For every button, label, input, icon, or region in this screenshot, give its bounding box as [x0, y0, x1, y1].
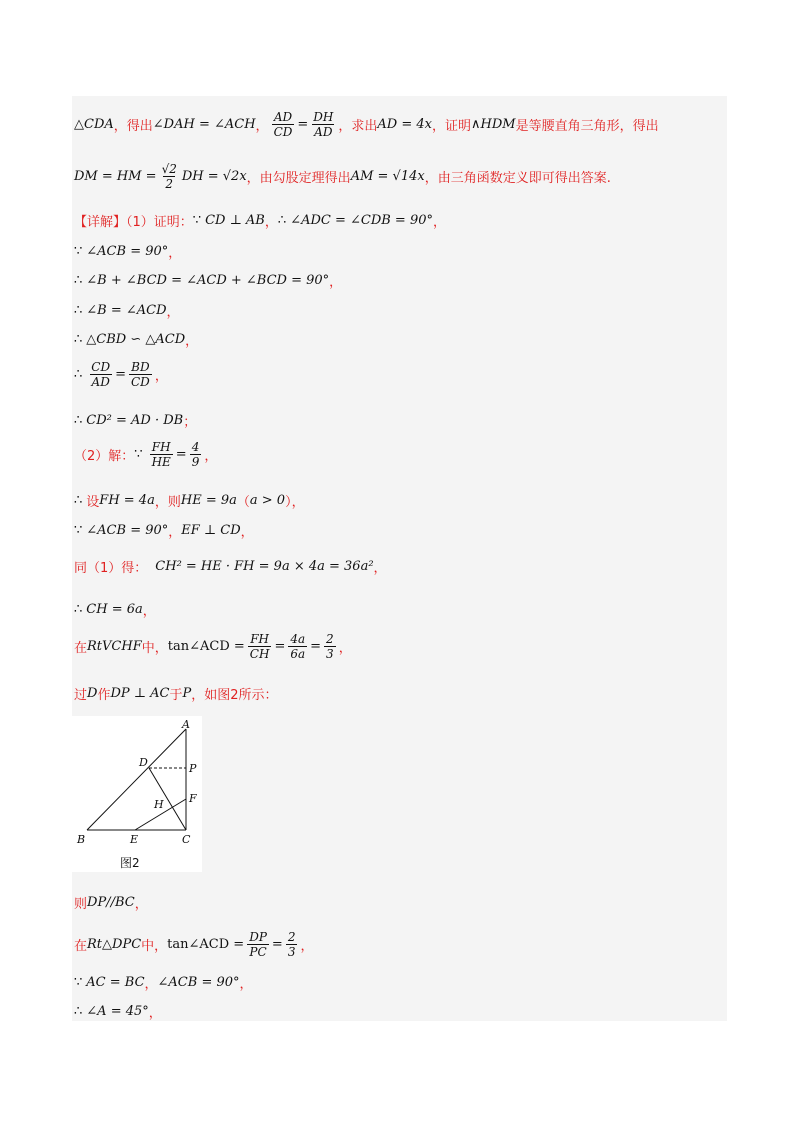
detail-line-12: [74, 600, 156, 619]
text: 中，: [141, 641, 168, 656]
because-symbol: ∵: [192, 213, 202, 228]
math-expr: FH = 4a: [99, 493, 155, 508]
text: 是等腰直角三角形，得出: [515, 119, 659, 134]
text: 则: [74, 897, 88, 912]
text: 在: [74, 939, 88, 954]
therefore-symbol: ∴: [74, 1004, 83, 1019]
text: ，: [255, 119, 269, 134]
math-expr: DM = HM =: [74, 169, 157, 184]
fraction: $\frac{FH}{HE}$: [151, 440, 171, 469]
math-expr: AD = 4x: [377, 117, 432, 132]
text: 过: [74, 688, 88, 703]
math-expr: DP//BC: [87, 895, 135, 910]
figure-2: [72, 716, 202, 872]
analysis-line-2: [74, 162, 611, 191]
text: 中，: [141, 939, 168, 954]
detail-line-5: [74, 330, 198, 349]
label-C: C: [182, 833, 191, 846]
therefore-symbol: ∴: [277, 213, 287, 228]
math-expr: EF ⊥ CD: [181, 523, 241, 538]
because-symbol: ∵: [74, 523, 83, 538]
text: ，: [168, 246, 182, 261]
text: （: [236, 495, 250, 510]
text: ，证明: [431, 119, 471, 134]
fraction: $\frac{2}{3}$: [326, 632, 334, 661]
text: ，: [148, 1006, 162, 1021]
fraction: $\frac{2}{3}$: [287, 930, 296, 959]
because-symbol: ∵: [74, 244, 83, 259]
text: ，: [300, 939, 314, 954]
math-expr: RtVCHF: [87, 639, 142, 654]
therefore-symbol: ∴: [74, 493, 83, 508]
math-expr: △CBD ∽ △ACD: [86, 332, 186, 347]
math-expr: CH = 6a: [86, 602, 143, 617]
therefore-symbol: ∴: [74, 303, 83, 318]
therefore-symbol: ∴: [74, 602, 83, 617]
fraction: $\frac{√2}{2}$: [161, 162, 177, 191]
math-expr: AC = BC: [86, 975, 145, 990]
text: ，如图2所示：: [191, 688, 278, 703]
text: ，由勾股定理得出: [246, 171, 351, 186]
because-symbol: ∵: [134, 447, 143, 462]
text: 【详解】（1）证明：: [74, 215, 193, 230]
analysis-line-1: △CDA ，得出 ∠DAH = ∠ACH ， $\frac{AD}{CD}$ = $\frac{DH}{AD}$ ，求出 AD = 4x ，证明 ∧HDM 是等腰直角三角形，得出: [74, 110, 659, 139]
detail-line-4: [74, 301, 180, 320]
text: 同（1）得：: [74, 561, 148, 576]
fraction: $\frac{4}{9}$: [191, 440, 200, 469]
math-expr: D: [87, 686, 98, 701]
math-expr: AM = √14x: [350, 169, 425, 184]
fraction: $\frac{4a}{6a}$: [290, 632, 306, 661]
detail-line-10: [74, 521, 254, 540]
detail-line-11: [74, 557, 387, 576]
text: ，: [338, 641, 352, 656]
fraction: $\frac{AD}{CD}$: [273, 110, 293, 139]
fraction: $\frac{BD}{CD}$: [131, 360, 150, 389]
therefore-symbol: ∴: [74, 367, 83, 382]
text: ，: [239, 977, 253, 992]
math-expr: CD² = AD · DB: [86, 413, 184, 428]
detail-line-1: [74, 211, 446, 230]
math-expr: a > 0: [249, 493, 286, 508]
math-expr: CD ⊥ AB: [205, 213, 265, 228]
detail-line-7: [74, 411, 196, 430]
text: ，: [433, 215, 447, 230]
label-A: A: [182, 718, 190, 731]
triangle-diagram: [72, 716, 202, 872]
therefore-symbol: ∴: [74, 273, 83, 288]
detail-line-6: ∴ $\frac{CD}{AD}$ = $\frac{BD}{CD}$ ，: [74, 360, 168, 389]
text: ），: [285, 495, 305, 510]
label-E: E: [130, 833, 139, 846]
math-expr: HE = 9a: [180, 493, 237, 508]
math-expr: ∠ADC = ∠CDB = 90°: [290, 213, 433, 228]
text: ，: [204, 449, 218, 464]
text: 设: [86, 495, 100, 510]
text: ，则: [154, 495, 181, 510]
text: ，: [142, 604, 156, 619]
fraction: $\frac{DP}{PC}$: [249, 930, 267, 959]
math-expr: Rt△DPC: [87, 937, 142, 952]
detail-line-17: [74, 973, 253, 992]
math-expr: tan∠ACD =: [167, 937, 245, 952]
text: ；: [183, 415, 197, 430]
label-H: H: [154, 798, 164, 811]
math-expr: tan∠ACD =: [167, 639, 245, 654]
label-F: F: [189, 792, 197, 805]
text: （2）解：: [74, 449, 135, 464]
detail-line-13: 在 RtVCHF 中， tan∠ACD = $\frac{FH}{CH}$ = $\frac{4a}{6a}$ = $\frac{2}{3}$ ，: [74, 632, 352, 661]
text: ，: [166, 305, 180, 320]
label-B: B: [77, 833, 86, 846]
text: ，: [185, 334, 199, 349]
fraction: $\frac{CD}{AD}$: [91, 360, 111, 389]
therefore-symbol: ∴: [74, 332, 83, 347]
math-expr: △CDA: [74, 117, 114, 132]
fraction: $\frac{FH}{CH}$: [249, 632, 270, 661]
detail-line-2: [74, 242, 181, 261]
text: 于: [169, 688, 183, 703]
text: ，由三角函数定义即可得出答案.: [424, 171, 611, 186]
math-expr: DP ⊥ AC: [110, 686, 170, 701]
detail-line-14: [74, 684, 278, 703]
label-P: P: [189, 762, 197, 775]
math-expr: ∠ACB = 90°: [86, 244, 169, 259]
detail-line-8: （2）解： ∵ $\frac{FH}{HE}$ = $\frac{4}{9}$ ，: [74, 440, 218, 469]
math-expr: ∠A = 45°: [86, 1004, 149, 1019]
text: ，求出: [338, 119, 378, 134]
text: ，: [154, 369, 168, 384]
detail-line-3: [74, 271, 342, 290]
text: ，得出: [113, 119, 153, 134]
text: ，: [144, 977, 158, 992]
detail-line-18: [74, 1002, 162, 1021]
text: 作: [97, 688, 111, 703]
detail-line-9: [74, 491, 305, 510]
segment-BA: [87, 729, 186, 830]
math-expr: ∠B + ∠BCD = ∠ACD + ∠BCD = 90°: [86, 273, 330, 288]
detail-line-16: 在 Rt△DPC 中， tan∠ACD = $\frac{DP}{PC}$ = $\frac{2}{3}$ ，: [74, 930, 314, 959]
detail-line-15: [74, 893, 148, 912]
text: ，: [329, 275, 343, 290]
math-expr: ∠B = ∠ACD: [86, 303, 167, 318]
text: 在: [74, 641, 88, 656]
math-expr: P: [182, 686, 192, 701]
text: ，: [134, 897, 148, 912]
math-expr: ∠ACB = 90°: [157, 975, 240, 990]
math-expr: CH² = HE · FH = 9a × 4a = 36a²: [155, 559, 374, 574]
text: ，: [240, 525, 254, 540]
figure-caption: 图2: [120, 856, 140, 870]
math-expr: ∠DAH = ∠ACH: [152, 117, 256, 132]
fraction: $\frac{DH}{AD}$: [313, 110, 334, 139]
text: ，: [168, 525, 182, 540]
math-expr: ∧HDM: [470, 117, 516, 132]
math-expr: ∠ACB = 90°: [86, 523, 169, 538]
because-symbol: ∵: [74, 975, 83, 990]
text: ，: [373, 561, 387, 576]
therefore-symbol: ∴: [74, 413, 83, 428]
text: ，: [264, 215, 278, 230]
label-D: D: [139, 756, 148, 769]
math-expr: DH = √2x: [181, 169, 247, 184]
